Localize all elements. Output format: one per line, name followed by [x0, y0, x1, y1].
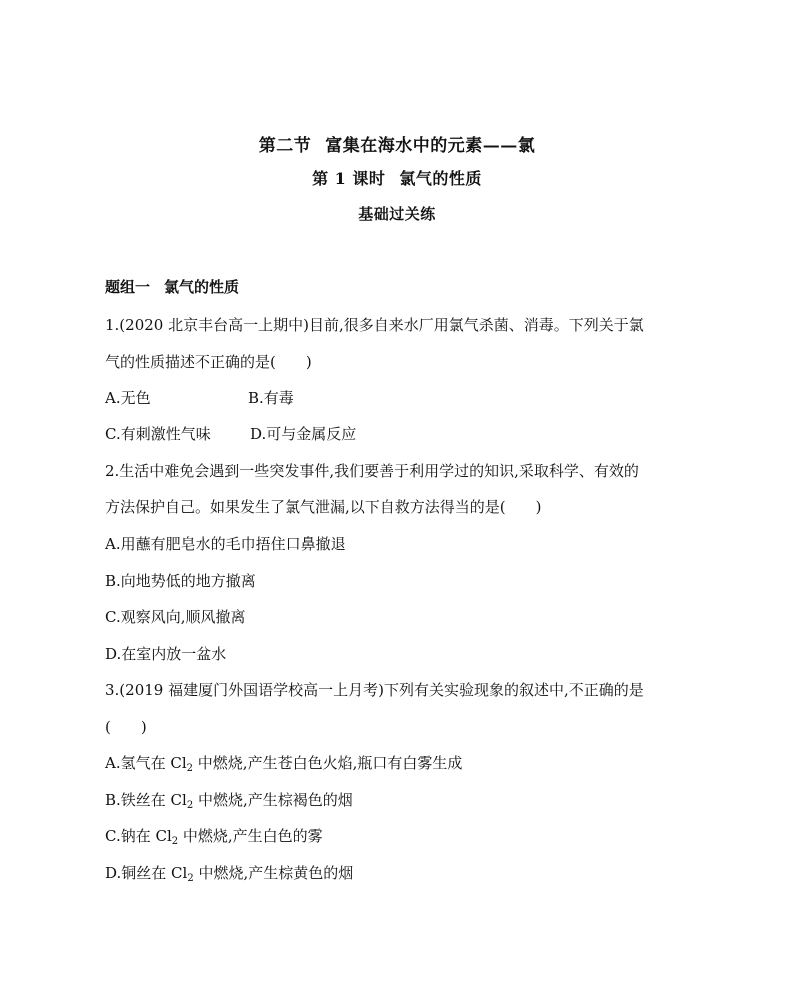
- lesson-number: 第 1 课时: [312, 169, 386, 188]
- question-2-option-b[interactable]: B.向地势低的地方撤离: [105, 572, 256, 590]
- question-3-option-a[interactable]: [105, 753, 462, 773]
- question-1-option-a[interactable]: A.无色: [105, 389, 151, 407]
- subscript: 2: [171, 836, 179, 847]
- option-text: 中燃烧,产生白色的雾: [178, 827, 323, 845]
- option-text: B.铁丝在 Cl: [105, 791, 187, 809]
- lesson-title: 氯气的性质: [399, 169, 482, 188]
- question-3-option-c[interactable]: [105, 826, 323, 846]
- question-3-option-d[interactable]: [105, 863, 353, 883]
- group-title: 氯气的性质: [164, 278, 240, 296]
- lesson-heading: [0, 166, 794, 189]
- subscript: 2: [186, 763, 194, 774]
- section-number: 第二节: [258, 136, 312, 156]
- option-text: 中燃烧,产生苍白色火焰,瓶口有白雾生成: [193, 754, 463, 772]
- question-2-option-a[interactable]: A.用蘸有肥皂水的毛巾捂住口鼻撤退: [105, 535, 346, 553]
- exercise-type: 基础过关练: [358, 205, 436, 223]
- question-1-line-2: 气的性质描述不正确的是( ): [105, 353, 312, 371]
- group-label: 题组一: [105, 278, 151, 296]
- question-1-line-1: 1.(2020 北京丰台高一上期中)目前,很多自来水厂用氯气杀菌、消毒。下列关于氯: [105, 316, 644, 334]
- question-2-option-c[interactable]: C.观察风向,顺风撤离: [105, 608, 246, 626]
- question-2-line-1: 2.生活中难免会遇到一些突发事件,我们要善于利用学过的知识,采取科学、有效的: [105, 462, 639, 480]
- option-text: 中燃烧,产生棕黄色的烟: [193, 864, 354, 882]
- question-3-option-b[interactable]: [105, 790, 353, 810]
- subscript: 2: [186, 800, 194, 811]
- question-1-option-d[interactable]: D.可与金属反应: [250, 425, 357, 443]
- section-title: 富集在海水中的元素——氯: [325, 136, 536, 156]
- question-2-line-2: 方法保护自己。如果发生了氯气泄漏,以下自救方法得当的是( ): [105, 498, 542, 516]
- question-3-line-1: 3.(2019 福建厦门外国语学校高一上月考)下列有关实验现象的叙述中,不正确的是: [105, 681, 644, 699]
- question-2-option-d[interactable]: D.在室内放一盆水: [105, 645, 227, 663]
- question-1-option-b[interactable]: B.有毒: [248, 389, 294, 407]
- option-text: D.铜丝在 Cl: [105, 864, 188, 882]
- option-text: 中燃烧,产生棕褐色的烟: [193, 791, 353, 809]
- question-3-line-2: ( ): [105, 718, 147, 736]
- section-heading: [0, 131, 794, 156]
- question-1-option-c[interactable]: C.有刺激性气味: [105, 425, 211, 443]
- option-text: A.氢气在 Cl: [105, 754, 187, 772]
- group-heading: [105, 277, 239, 297]
- option-text: C.钠在 Cl: [105, 827, 172, 845]
- subscript: 2: [187, 873, 194, 884]
